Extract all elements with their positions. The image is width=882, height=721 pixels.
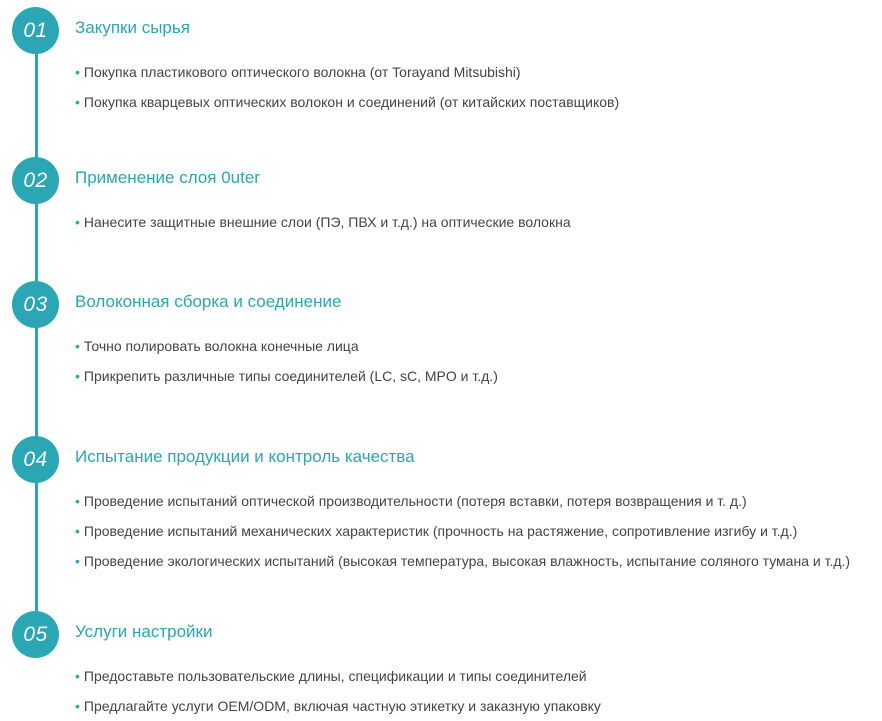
step-number-badge: 03 (12, 281, 59, 328)
list-item (75, 207, 875, 237)
bullet-icon: • (75, 214, 80, 230)
list-item-text: Проведение испытаний механических характеристик (прочность на растяжение, сопротивление изгибу и т.д.) (83, 523, 798, 539)
list-item-text: Предлагайте услуги OEM/ODM, включая частную этикетку и заказную упаковку (83, 698, 601, 714)
step-number-badge: 05 (12, 611, 59, 658)
step-title: Волоконная сборка и соединение (75, 292, 342, 311)
step-number-badge: 01 (12, 7, 59, 54)
list-item (75, 546, 875, 576)
bullet-icon: • (75, 668, 80, 684)
list-item-text: Прикрепить различные типы соединителей (LC, sC, MPO и т.д.) (83, 368, 498, 384)
timeline-line (35, 30, 38, 640)
bullet-icon: • (75, 698, 80, 714)
step-number-badge: 02 (12, 157, 59, 204)
bullet-icon: • (75, 338, 80, 354)
bullet-icon: • (75, 64, 80, 80)
list-item-text: Покупка кварцевых оптических волокон и соединений (от китайских поставщиков) (83, 94, 620, 110)
bullet-icon: • (75, 493, 80, 509)
step-title: Услуги настройки (75, 622, 213, 641)
bullet-icon: • (75, 94, 80, 110)
step-title: Применение слоя 0uter (75, 168, 260, 187)
list-item (75, 57, 875, 87)
list-item (75, 361, 875, 391)
list-item-text: Проведение испытаний оптической производительности (потеря вставки, потеря возвращения и т. д.) (83, 493, 747, 509)
list-item (75, 661, 875, 691)
bullet-icon: • (75, 368, 80, 384)
list-item-text: Предоставьте пользовательские длины, спецификации и типы соединителей (83, 668, 587, 684)
list-item-text: Покупка пластикового оптического волокна (от Torayand Mitsubishi) (83, 64, 521, 80)
step-number-badge: 04 (12, 436, 59, 483)
list-item-text: Точно полировать волокна конечные лица (83, 338, 359, 354)
step-bullet-list (75, 207, 875, 237)
list-item (75, 87, 875, 117)
list-item-text: Проведение экологических испытаний (высокая температура, высокая влажность, испытание соляного тумана и т.д.) (83, 553, 851, 569)
list-item (75, 691, 875, 721)
step-title: Закупки сырья (75, 18, 190, 37)
step-bullet-list (75, 661, 875, 721)
step-title: Испытание продукции и контроль качества (75, 447, 415, 466)
list-item (75, 331, 875, 361)
step-bullet-list (75, 331, 875, 391)
bullet-icon: • (75, 523, 80, 539)
list-item-text: Нанесите защитные внешние слои (ПЭ, ПВХ и т.д.) на оптические волокна (83, 214, 571, 230)
list-item (75, 516, 875, 546)
step-bullet-list (75, 57, 875, 117)
step-bullet-list (75, 486, 875, 576)
list-item (75, 486, 875, 516)
bullet-icon: • (75, 553, 80, 569)
